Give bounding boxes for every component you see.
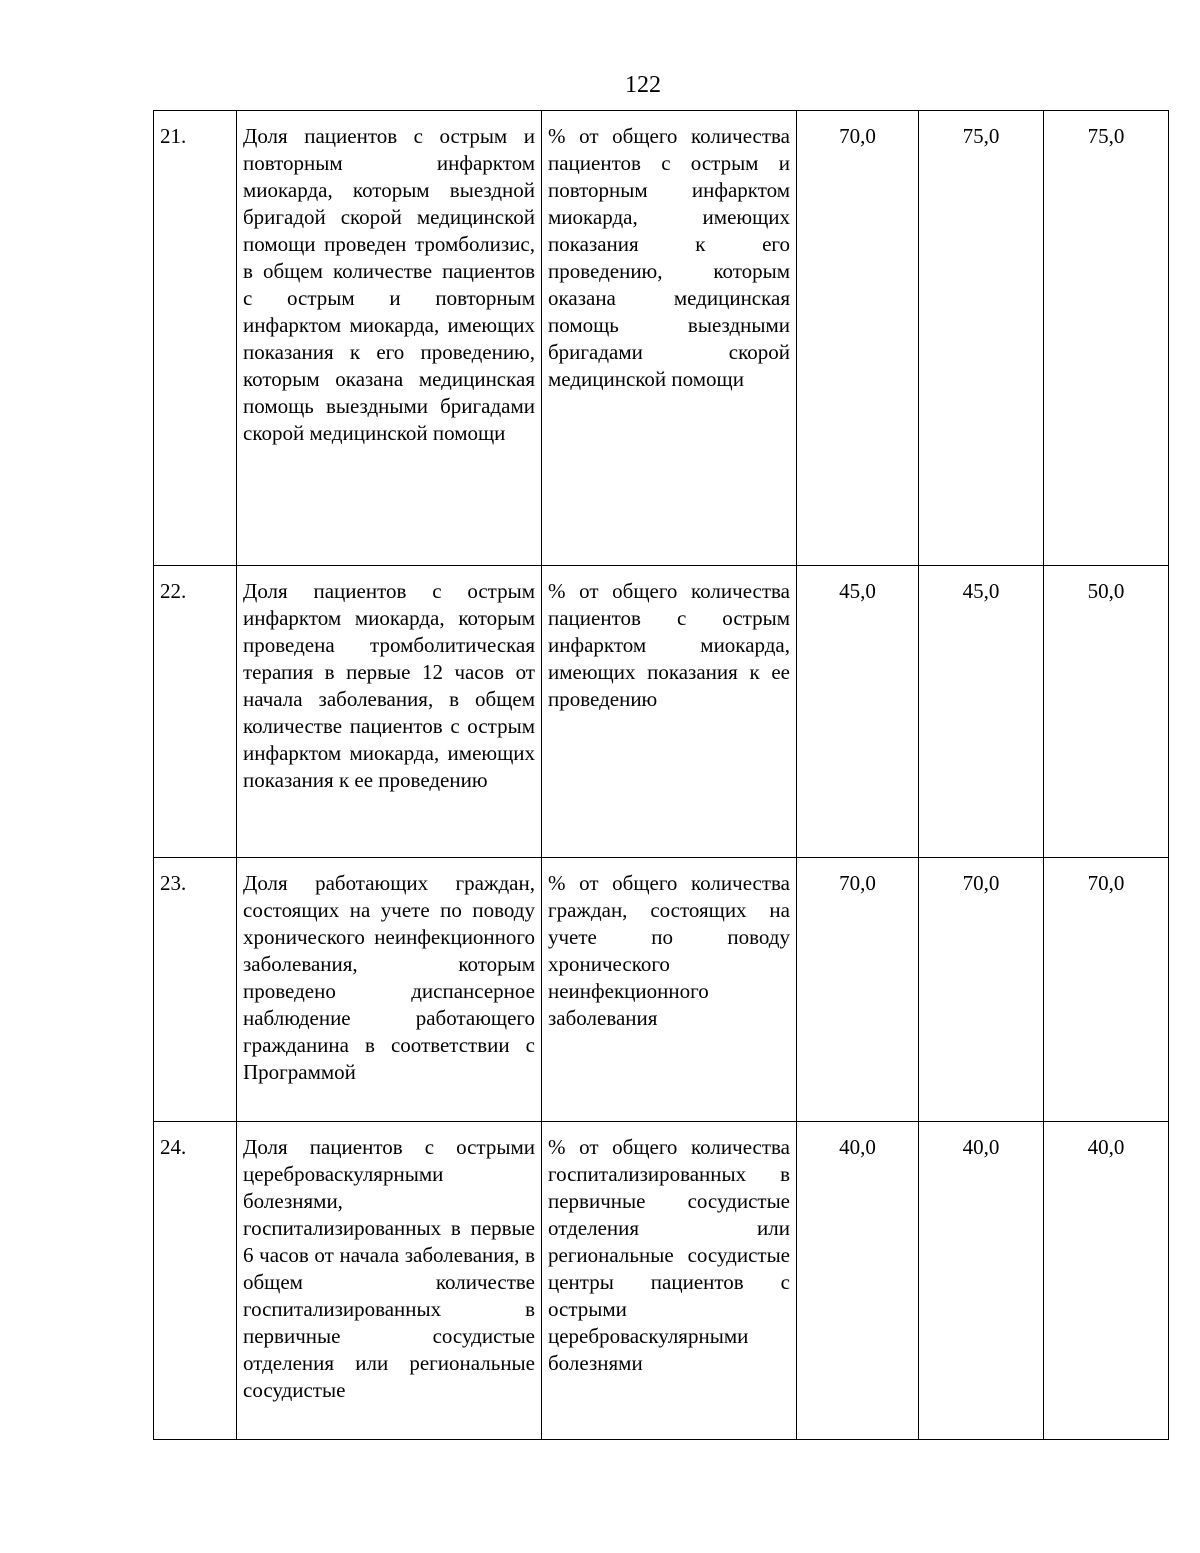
page-number: 122 xyxy=(625,72,661,98)
indicator-unit: % от общего количества госпитализированных в первичные сосудистые отделения или региональные сосудистые центры пациентов с острыми цереброваскулярными болезнями xyxy=(542,1122,797,1440)
indicator-description: Доля пациентов с острым инфарктом миокарда, которым проведена тромболитическая терапия в первые 12 часов от начала заболевания, в общем количестве пациентов с острым инфарктом миокарда, имеющих показания к ее проведению xyxy=(237,566,542,858)
indicator-description: Доля пациентов с острым и повторным инфарктом миокарда, которым выездной бригадой скорой медицинской помощи проведен тромболизис, в общем количестве пациентов с острым и повторным инфарктом миокарда, имеющих показания к его проведению, которым оказана медицинская помощь выездными бригадами скорой медицинской помощи xyxy=(237,111,542,566)
value-year-3: 40,0 xyxy=(1044,1122,1169,1440)
value-year-1: 40,0 xyxy=(797,1122,919,1440)
value-year-3: 75,0 xyxy=(1044,111,1169,566)
value-year-1: 45,0 xyxy=(797,566,919,858)
table-row xyxy=(154,566,1169,858)
value-year-2: 70,0 xyxy=(919,858,1044,1122)
table-row xyxy=(154,1122,1169,1440)
row-number: 21. xyxy=(154,111,237,566)
indicator-description: Доля работающих граждан, состоящих на учете по поводу хронического неинфекционного заболевания, которым проведено диспансерное наблюдение работающего гражданина в соответствии с Программой xyxy=(237,858,542,1122)
value-year-1: 70,0 xyxy=(797,858,919,1122)
indicator-unit: % от общего количества пациентов с острым инфарктом миокарда, имеющих показания к ее проведению xyxy=(542,566,797,858)
table-row xyxy=(154,111,1169,566)
indicator-description: Доля пациентов с острыми цереброваскулярными болезнями, госпитализированных в первые 6 часов от начала заболевания, в общем количестве госпитализированных в первичные сосудистые отделения или региональные сосудистые xyxy=(237,1122,542,1440)
value-year-3: 50,0 xyxy=(1044,566,1169,858)
indicator-unit: % от общего количества пациентов с острым и повторным инфарктом миокарда, имеющих показания к его проведению, которым оказана медицинская помощь выездными бригадами скорой медицинской помощи xyxy=(542,111,797,566)
value-year-2: 75,0 xyxy=(919,111,1044,566)
value-year-2: 45,0 xyxy=(919,566,1044,858)
row-number: 24. xyxy=(154,1122,237,1440)
row-number: 22. xyxy=(154,566,237,858)
value-year-2: 40,0 xyxy=(919,1122,1044,1440)
value-year-1: 70,0 xyxy=(797,111,919,566)
table-row xyxy=(154,858,1169,1122)
indicator-unit: % от общего количества граждан, состоящих на учете по поводу хронического неинфекционного заболевания xyxy=(542,858,797,1122)
indicators-table xyxy=(153,110,1169,1440)
row-number: 23. xyxy=(154,858,237,1122)
value-year-3: 70,0 xyxy=(1044,858,1169,1122)
